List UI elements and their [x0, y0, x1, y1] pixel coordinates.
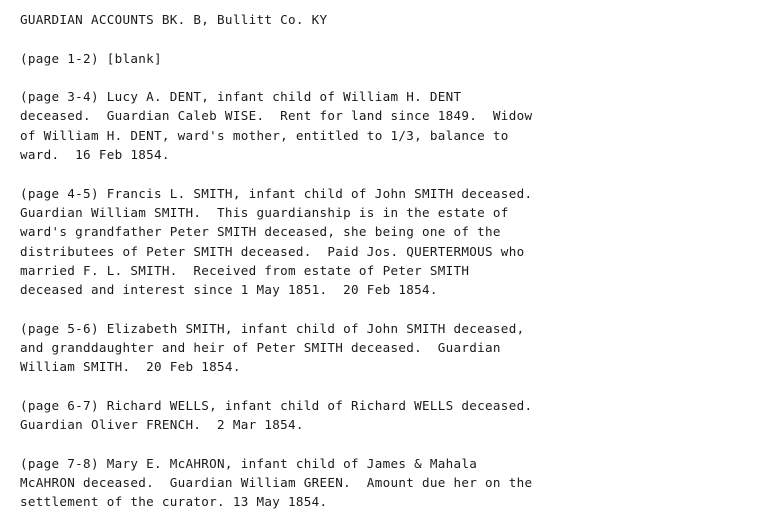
entry-line: (page 6-7) Richard WELLS, infant child of Richard WELLS deceased.: [20, 397, 533, 413]
entry-page-4-5: [20, 184, 760, 300]
entry-page-6-7: [20, 396, 760, 435]
entry-line: of William H. DENT, ward's mother, entitled to 1/3, balance to: [20, 127, 509, 143]
entry-line: deceased and interest since 1 May 1851. 20 Feb 1854.: [20, 282, 438, 298]
document-page: [20, 10, 760, 531]
entry-line: ward's grandfather Peter SMITH deceased, she being one of the: [20, 224, 501, 240]
entry-line: (page 4-5) Francis L. SMITH, infant child of John SMITH deceased.: [20, 185, 533, 201]
entry-line: (page 5-6) Elizabeth SMITH, infant child of John SMITH deceased,: [20, 320, 525, 336]
document-title: GUARDIAN ACCOUNTS BK. B, Bullitt Co. KY: [20, 12, 328, 27]
entry-line: William SMITH. 20 Feb 1854.: [20, 359, 241, 375]
entry-page-1-2: [20, 49, 760, 68]
entry-line: and granddaughter and heir of Peter SMITH deceased. Guardian: [20, 340, 501, 356]
entry-line: distributees of Peter SMITH deceased. Paid Jos. QUERTERMOUS who: [20, 243, 525, 259]
entry-line: (page 1-2) [blank]: [20, 50, 162, 66]
entry-page-3-4: [20, 87, 760, 164]
entry-line: Guardian William SMITH. This guardianship is in the estate of: [20, 204, 509, 220]
entry-line: McAHRON deceased. Guardian William GREEN. Amount due her on the: [20, 475, 533, 491]
entry-line: deceased. Guardian Caleb WISE. Rent for land since 1849. Widow: [20, 108, 533, 124]
entry-line: married F. L. SMITH. Received from estate of Peter SMITH: [20, 262, 470, 278]
entry-page-5-6: [20, 319, 760, 377]
entry-line: ward. 16 Feb 1854.: [20, 147, 170, 163]
entry-page-7-8: [20, 454, 760, 512]
entry-line: (page 3-4) Lucy A. DENT, infant child of William H. DENT: [20, 89, 462, 105]
entry-line: settlement of the curator. 13 May 1854.: [20, 494, 328, 510]
entry-line: (page 7-8) Mary E. McAHRON, infant child of James & Mahala: [20, 455, 478, 471]
entry-line: Guardian Oliver FRENCH. 2 Mar 1854.: [20, 417, 304, 433]
